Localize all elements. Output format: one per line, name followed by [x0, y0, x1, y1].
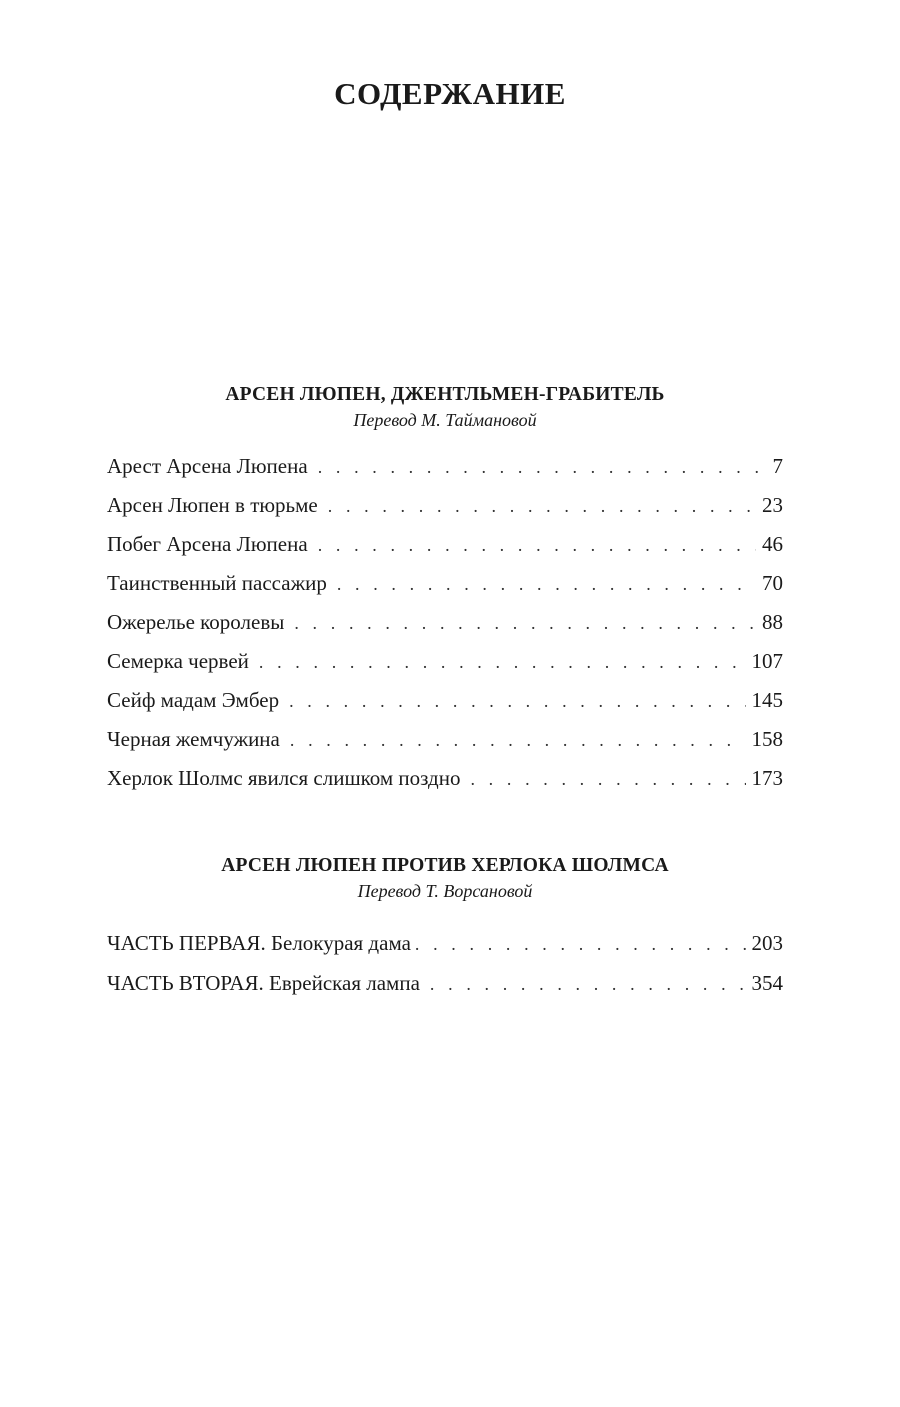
toc-entry[interactable]: [107, 681, 783, 720]
toc-entry[interactable]: [107, 642, 783, 681]
translator-credit: Перевод М. Таймановой: [353, 410, 537, 430]
toc-entry-title: Семерка червей: [107, 649, 249, 673]
toc-entry-title: Херлок Шолмс явился слишком поздно: [107, 766, 461, 790]
dot-leader: [289, 682, 745, 721]
toc-section-vs-herlock-sholmes: [107, 853, 783, 1003]
section-title: АРСЕН ЛЮПЕН, ДЖЕНТЛЬМЕН-ГРАБИТЕЛЬ: [225, 384, 665, 405]
toc-section-gentleman-burglar: [107, 382, 783, 798]
toc-entry-page: 46: [762, 532, 783, 556]
toc-list: [107, 447, 783, 798]
toc-entry[interactable]: [107, 963, 783, 1003]
toc-entry-title: Побег Арсена Люпена: [107, 532, 308, 556]
toc-entry-page: 354: [751, 971, 783, 995]
toc-entry[interactable]: [107, 564, 783, 603]
page-title: СОДЕРЖАНИЕ: [334, 76, 566, 111]
toc-entry-page: 158: [751, 727, 783, 751]
dot-leader: [318, 448, 767, 487]
toc-entry-title: ЧАСТЬ ВТОРАЯ. Еврейская лампа: [107, 971, 420, 995]
toc-entry-page: 7: [772, 454, 783, 478]
toc-list: [107, 923, 783, 1003]
section-title: АРСЕН ЛЮПЕН ПРОТИВ ХЕРЛОКА ШОЛМСА: [221, 855, 669, 876]
dot-leader: [290, 721, 746, 760]
toc-entry-title: Ожерелье королевы: [107, 610, 285, 634]
toc-entry-page: 23: [762, 493, 783, 517]
toc-entry-title: Арест Арсена Люпена: [107, 454, 308, 478]
toc-entry[interactable]: [107, 759, 783, 798]
toc-entry-page: 203: [751, 931, 783, 955]
toc-entry[interactable]: [107, 923, 783, 963]
toc-entry-title: ЧАСТЬ ПЕРВАЯ. Белокурая дама: [107, 931, 411, 955]
dot-leader: [337, 565, 756, 604]
dot-leader: [470, 760, 745, 799]
toc-entry[interactable]: [107, 720, 783, 759]
toc-entry-page: 107: [751, 649, 783, 673]
toc-entry-title: Сейф мадам Эмбер: [107, 688, 280, 712]
dot-leader: [259, 643, 746, 682]
dot-leader: [328, 487, 756, 526]
toc-entry-title: Таинственный пассажир: [107, 571, 327, 595]
toc-entry[interactable]: [107, 486, 783, 525]
toc-entry[interactable]: [107, 603, 783, 642]
toc-entry[interactable]: [107, 447, 783, 486]
toc-entry-page: 173: [751, 766, 783, 790]
toc-entry-page: 145: [751, 688, 783, 712]
toc-entry[interactable]: [107, 525, 783, 564]
translator-credit: Перевод Т. Ворсановой: [357, 881, 533, 901]
toc-entry-title: Черная жемчужина: [107, 727, 280, 751]
toc-entry-page: 88: [762, 610, 783, 634]
toc-entry-page: 70: [762, 571, 783, 595]
dot-leader: [294, 604, 756, 643]
toc-entry-title: Арсен Люпен в тюрьме: [107, 493, 318, 517]
dot-leader: [318, 526, 756, 565]
dot-leader: [415, 924, 746, 964]
dot-leader: [430, 964, 746, 1004]
